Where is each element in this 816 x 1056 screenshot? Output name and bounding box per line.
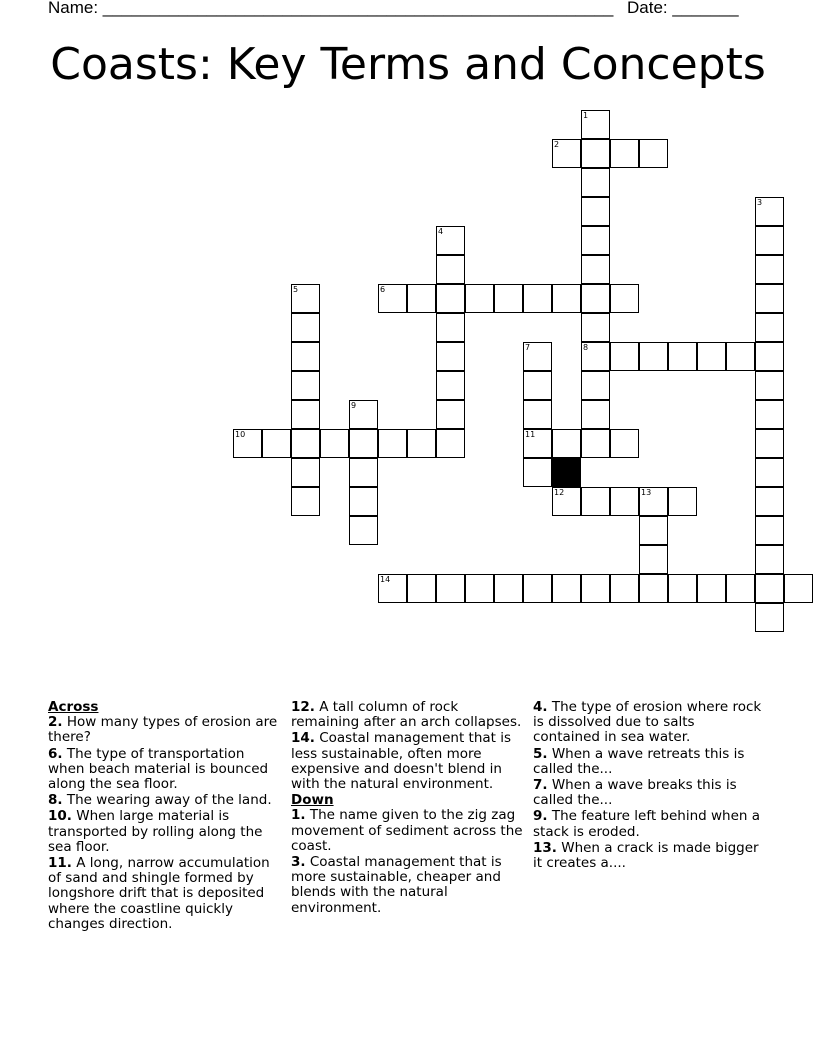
grid-cell[interactable] xyxy=(726,342,755,371)
grid-cell[interactable] xyxy=(610,574,639,603)
date-field-label: Date: _______ xyxy=(627,0,739,17)
grid-cell[interactable] xyxy=(523,458,552,487)
grid-cell[interactable] xyxy=(291,487,320,516)
grid-cell[interactable] xyxy=(755,342,784,371)
grid-cell[interactable] xyxy=(581,255,610,284)
grid-cell[interactable] xyxy=(349,458,378,487)
cell-number: 2 xyxy=(554,140,560,149)
grid-cell[interactable] xyxy=(262,429,291,458)
grid-cell[interactable] xyxy=(726,574,755,603)
grid-cell[interactable] xyxy=(552,284,581,313)
grid-cell[interactable] xyxy=(755,516,784,545)
cell-number: 10 xyxy=(235,430,246,439)
grid-cell[interactable] xyxy=(291,313,320,342)
grid-cell[interactable] xyxy=(436,313,465,342)
grid-cell[interactable] xyxy=(755,226,784,255)
cell-number: 5 xyxy=(293,285,299,294)
grid-cell[interactable] xyxy=(407,284,436,313)
grid-cell[interactable] xyxy=(581,284,610,313)
grid-cell[interactable] xyxy=(523,400,552,429)
clues-column-2 xyxy=(291,700,523,917)
grid-cell[interactable] xyxy=(668,487,697,516)
cell-number: 9 xyxy=(351,401,357,410)
grid-cell[interactable] xyxy=(436,574,465,603)
grid-cell[interactable] xyxy=(291,458,320,487)
cell-number: 7 xyxy=(525,343,531,352)
grid-cell[interactable] xyxy=(755,603,784,632)
down-heading: Down xyxy=(291,792,334,809)
grid-cell[interactable] xyxy=(291,400,320,429)
clue-down-7: 7. When a wave breaks this is called the... xyxy=(533,777,737,809)
grid-cell[interactable] xyxy=(610,284,639,313)
grid-cell[interactable] xyxy=(523,429,552,458)
grid-cell[interactable] xyxy=(639,574,668,603)
clue-down-9: 9. The feature left behind when a stack is eroded. xyxy=(533,808,761,840)
grid-cell[interactable] xyxy=(639,139,668,168)
grid-cell[interactable] xyxy=(639,487,668,516)
grid-cell[interactable] xyxy=(291,371,320,400)
grid-cell[interactable] xyxy=(581,574,610,603)
grid-cell[interactable] xyxy=(233,429,262,458)
grid-cell[interactable] xyxy=(291,429,320,458)
grid-cell[interactable] xyxy=(523,284,552,313)
grid-cell[interactable] xyxy=(581,429,610,458)
grid-cell[interactable] xyxy=(755,545,784,574)
clue-across-2: 2. How many types of erosion are there? xyxy=(48,714,278,746)
grid-cell[interactable] xyxy=(436,255,465,284)
grid-cell[interactable] xyxy=(436,342,465,371)
grid-cell[interactable] xyxy=(523,342,552,371)
grid-cell[interactable] xyxy=(610,139,639,168)
grid-cell[interactable] xyxy=(639,545,668,574)
grid-cell[interactable] xyxy=(465,574,494,603)
grid-cell[interactable] xyxy=(552,574,581,603)
cell-number: 3 xyxy=(757,198,763,207)
grid-cell[interactable] xyxy=(697,574,726,603)
grid-cell[interactable] xyxy=(755,255,784,284)
grid-cell[interactable] xyxy=(378,574,407,603)
across-heading: Across xyxy=(48,699,99,715)
grid-cell[interactable] xyxy=(755,429,784,458)
grid-cell[interactable] xyxy=(581,226,610,255)
grid-cell[interactable] xyxy=(291,342,320,371)
clue-down-5: 5. When a wave retreats this is called the... xyxy=(533,745,745,777)
grid-cell[interactable] xyxy=(523,574,552,603)
clue-down-3: 3. Coastal management that is more sustainable, cheaper and blends with the natural environment. xyxy=(291,854,502,916)
cell-number: 11 xyxy=(525,430,536,439)
grid-cell[interactable] xyxy=(291,284,320,313)
grid-cell[interactable] xyxy=(494,284,523,313)
grid-cell[interactable] xyxy=(320,429,349,458)
clue-across-11: 11. A long, narrow accumulation of sand and shingle formed by longshore drift that is deposited where the coastline quickly changes direction. xyxy=(48,855,270,932)
grid-cell[interactable] xyxy=(349,516,378,545)
cell-number: 14 xyxy=(380,575,391,584)
clue-across-8: 8. The wearing away of the land. xyxy=(48,792,272,809)
clue-across-6: 6. The type of transportation when beach material is bounced along the sea floor. xyxy=(48,745,269,793)
grid-cell[interactable] xyxy=(436,284,465,313)
clue-down-4: 4. The type of erosion where rock is dissolved due to salts contained in sea water. xyxy=(533,699,762,746)
clue-across-12: 12. A tall column of rock remaining after an arch collapses. xyxy=(291,699,522,731)
grid-cell[interactable] xyxy=(610,342,639,371)
grid-cell[interactable] xyxy=(610,429,639,458)
grid-cell[interactable] xyxy=(436,429,465,458)
grid-cell[interactable] xyxy=(436,371,465,400)
grid-cell[interactable] xyxy=(436,226,465,255)
grid-cell[interactable] xyxy=(755,487,784,516)
grid-cell[interactable] xyxy=(581,313,610,342)
grid-cell[interactable] xyxy=(581,197,610,226)
grid-cell[interactable] xyxy=(668,342,697,371)
grid-cell[interactable] xyxy=(668,574,697,603)
cell-number: 6 xyxy=(380,285,386,294)
clue-across-10: 10. When large material is transported by rolling along the sea floor. xyxy=(48,808,263,855)
grid-cell[interactable] xyxy=(755,458,784,487)
grid-cell[interactable] xyxy=(755,574,784,603)
grid-cell[interactable] xyxy=(755,284,784,313)
name-field-label: Name: ______________________________________________________ xyxy=(48,0,614,17)
grid-cell[interactable] xyxy=(581,342,610,371)
grid-cell[interactable] xyxy=(755,313,784,342)
grid-cell[interactable] xyxy=(755,371,784,400)
grid-cell[interactable] xyxy=(784,574,813,603)
grid-cell[interactable] xyxy=(349,400,378,429)
cell-number: 12 xyxy=(554,488,565,497)
grid-cell[interactable] xyxy=(349,429,378,458)
grid-cell[interactable] xyxy=(552,429,581,458)
grid-cell[interactable] xyxy=(755,197,784,226)
grid-cell[interactable] xyxy=(552,487,581,516)
grid-cell[interactable] xyxy=(407,429,436,458)
grid-cell[interactable] xyxy=(378,284,407,313)
cell-number: 1 xyxy=(583,111,589,120)
page-title: Coasts: Key Terms and Concepts xyxy=(50,39,766,90)
grid-cell[interactable] xyxy=(465,284,494,313)
grid-cell[interactable] xyxy=(494,574,523,603)
grid-cell[interactable] xyxy=(552,139,581,168)
grid-cell[interactable] xyxy=(523,371,552,400)
grid-cell[interactable] xyxy=(436,400,465,429)
grid-cell[interactable] xyxy=(581,110,610,139)
cell-number: 8 xyxy=(583,343,589,352)
grid-cell[interactable] xyxy=(407,574,436,603)
grid-cell[interactable] xyxy=(581,487,610,516)
grid-cell[interactable] xyxy=(349,487,378,516)
grid-cell[interactable] xyxy=(581,139,610,168)
grid-cell[interactable] xyxy=(639,342,668,371)
grid-cell[interactable] xyxy=(755,400,784,429)
grid-cell[interactable] xyxy=(581,400,610,429)
grid-cell[interactable] xyxy=(581,371,610,400)
grid-cell[interactable] xyxy=(639,516,668,545)
clue-across-14: 14. Coastal management that is less sustainable, often more expensive and doesn't blend in with the natural environment. xyxy=(291,730,512,793)
clues-column-3 xyxy=(533,700,765,872)
clues-column-1 xyxy=(48,700,280,933)
cell-number: 13 xyxy=(641,488,652,497)
clue-down-1: 1. The name given to the zig zag movement of sediment across the coast. xyxy=(291,807,523,854)
grid-cell[interactable] xyxy=(610,487,639,516)
blocked-cell xyxy=(552,458,581,487)
grid-cell[interactable] xyxy=(697,342,726,371)
grid-cell[interactable] xyxy=(378,429,407,458)
clue-down-13: 13. When a crack is made bigger it creates a.... xyxy=(533,839,759,872)
grid-cell[interactable] xyxy=(581,168,610,197)
cell-number: 4 xyxy=(438,227,444,236)
